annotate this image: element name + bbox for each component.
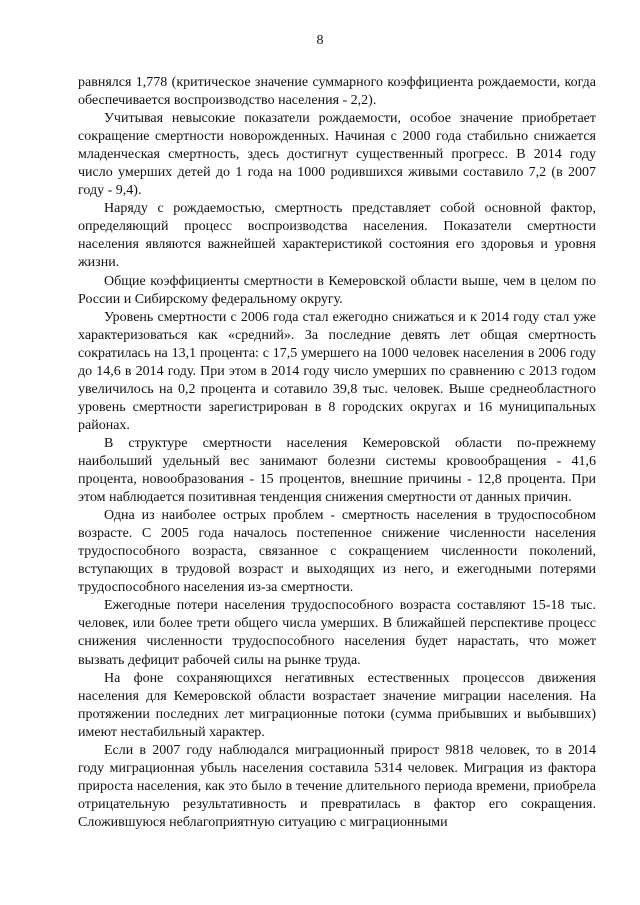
paragraph-4: Общие коэффициенты смертности в Кемеровской области выше, чем в целом по России и Сибирскому федеральному округу. bbox=[78, 273, 596, 307]
paragraph-9: На фоне сохраняющихся негативных естественных процессов движения населения для Кемеровской области возрастает значение миграции населения. На протяжении последних лет миграционные потоки (сумма прибывших и выбывших) имеют нестабильный характер. bbox=[78, 670, 596, 740]
paragraph-8: Ежегодные потери населения трудоспособного возраста составляют 15-18 тыс. человек, или более трети общего числа умерших. В ближайшей перспективе процесс снижения численности трудоспособного населения будет нарастать, что может вызвать дефицит рабочей силы на рынке труда. bbox=[78, 598, 596, 668]
paragraph-5: Уровень смертности с 2006 года стал ежегодно снижаться и к 2014 году стал уже характеризоваться как «средний». За последние девять лет общая смертность сократилась на 13,1 процента: с 17,5 умершего на 1000 человек населения в 2006 году до 14,6 в 2014 году. При этом в 2014 году число умерших по сравнению с 2013 годом увеличилось на 0,2 процента и сотавило 39,8 тыс. человек. Выше среднеобластного уровень смертности зарегистрирован в 8 городских округах и 16 муниципальных районах. bbox=[78, 309, 596, 433]
paragraph-2: Учитывая невысокие показатели рождаемости, особое значение приобретает сокращение смертности новорожденных. Начиная с 2000 года стабильно снижается младенческая смертность, здесь достигнут существенный прогресс. В 2014 году число умерших детей до 1 года на 1000 родившихся живыми составило 7,2 (в 2007 году - 9,4). bbox=[78, 111, 596, 199]
document-body bbox=[78, 74, 596, 832]
paragraph-1: равнялся 1,778 (критическое значение суммарного коэффициента рождаемости, когда обеспечивается воспроизводство населения - 2,2). bbox=[78, 75, 596, 109]
page-number: 8 bbox=[316, 33, 324, 48]
paragraph-10: Если в 2007 году наблюдался миграционный прирост 9818 человек, то в 2014 году миграционная убыль населения составила 5314 человек. Миграция из фактора прироста населения, как это было в течение длительного периода времени, приобрела отрицательную результативность и превратилась в фактор его сокращения. Сложившуюся неблагоприятную ситуацию с миграционными bbox=[78, 742, 596, 830]
paragraph-3: Наряду с рождаемостью, смертность представляет собой основной фактор, определяющий процесс воспроизводства населения. Показатели смертности населения являются важнейшей характеристикой состояния его здоровья и уровня жизни. bbox=[78, 201, 596, 271]
paragraph-6: В структуре смертности населения Кемеровской области по-прежнему наибольший удельный вес занимают болезни системы кровообращения - 41,6 процента, новообразования - 15 процентов, внешние причины - 12,8 процента. При этом наблюдается позитивная тенденция снижения смертности от данных причин. bbox=[78, 435, 596, 506]
paragraph-7: Одна из наиболее острых проблем - смертность населения в трудоспособном возрасте. С 2005 года началось постепенное снижение численности населения трудоспособного возраста, связанное с сокращением численности поколений, вступающих в трудовой возраст и выходящих из него, и ежегодными потерями трудоспособного населения из-за смертности. bbox=[78, 508, 596, 596]
